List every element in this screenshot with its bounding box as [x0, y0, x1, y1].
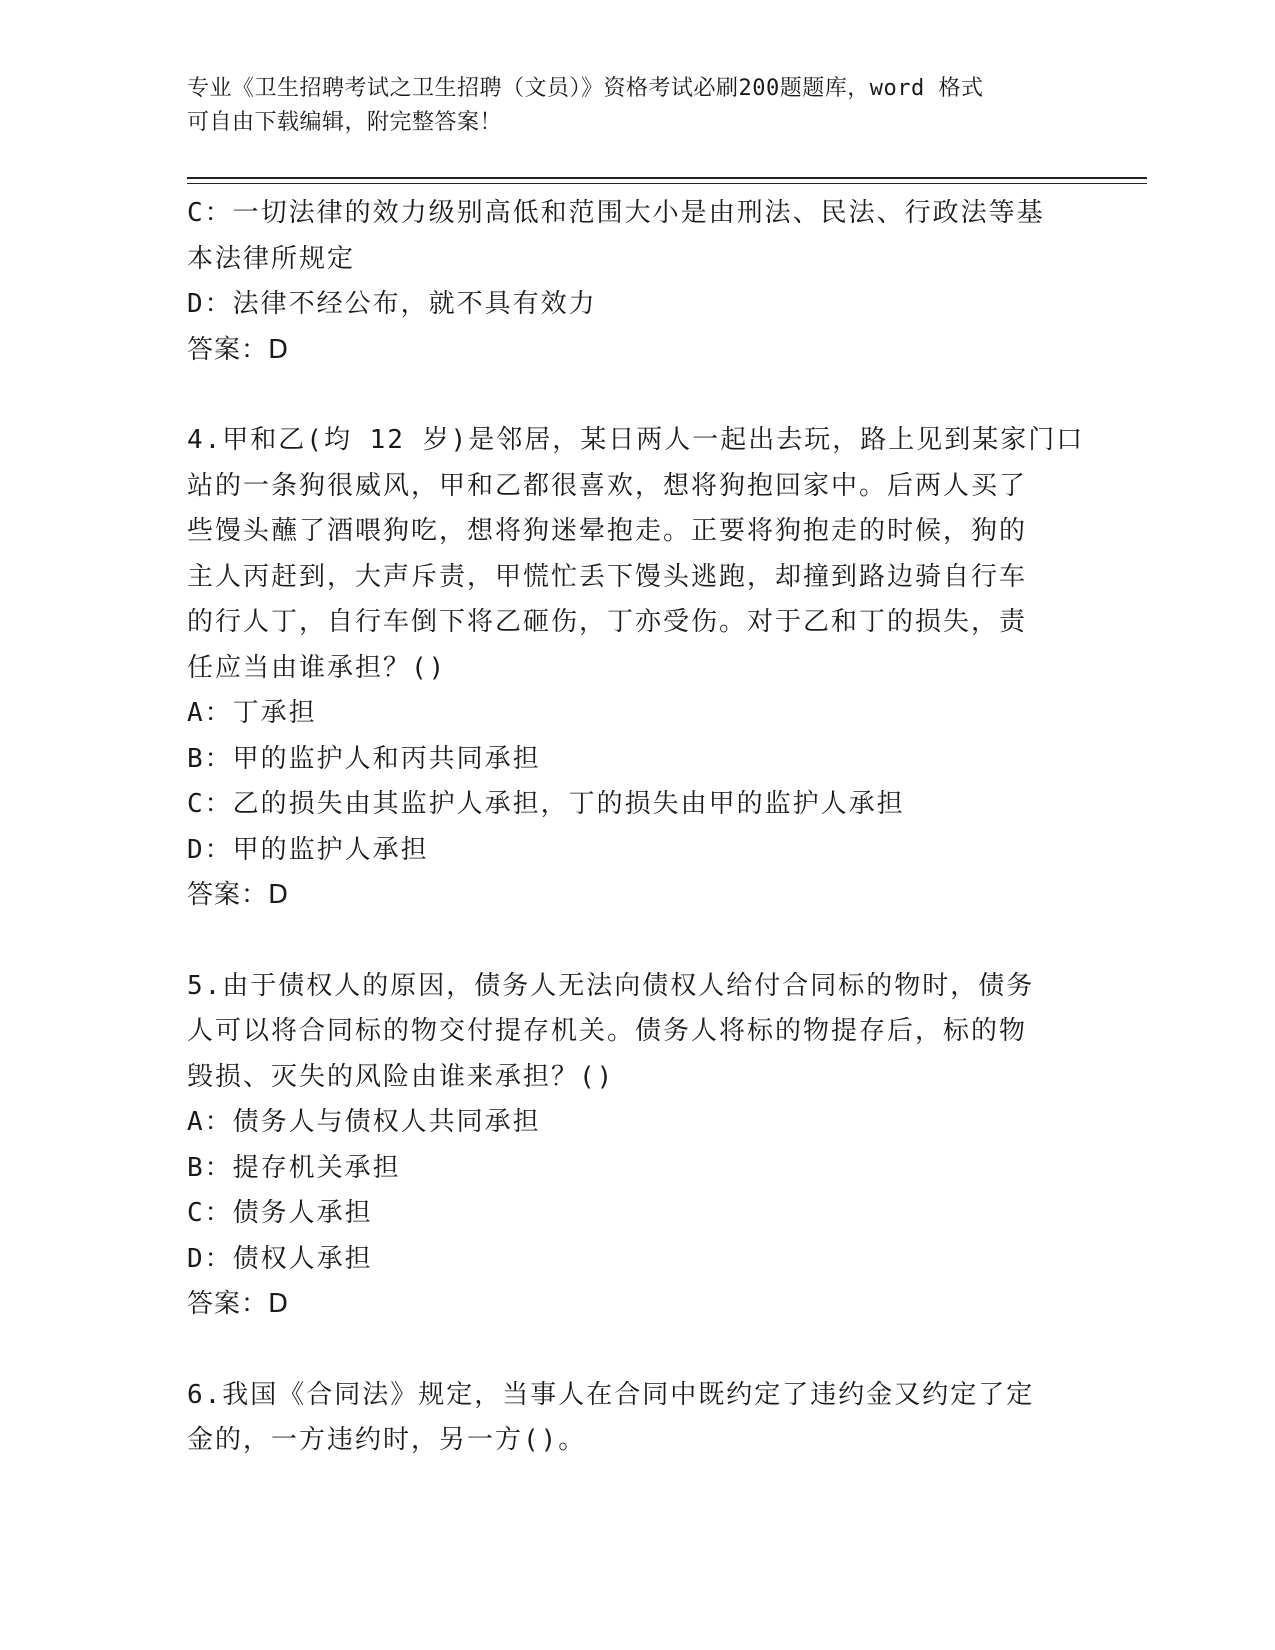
question-stem: 6.我国《合同法》规定，当事人在合同中既约定了违约金又约定了定: [187, 1379, 1035, 1410]
question-stem: 主人丙赶到，大声斥责，甲慌忙丢下馒头逃跑，却撞到路边骑自行车: [187, 561, 1028, 592]
question-3-tail: [187, 191, 1087, 373]
spacer: [187, 919, 1087, 964]
document-header: [187, 72, 1087, 140]
option-c: C：一切法律的效力级别高低和范围大小是由刑法、民法、行政法等基: [187, 198, 1045, 228]
question-4: [187, 418, 1087, 919]
option-d: D：债权人承担: [187, 1243, 373, 1274]
question-stem: 4.甲和乙(均 12 岁)是邻居，某日两人一起出去玩，路上见到某家门口: [187, 425, 1085, 455]
spacer: [187, 373, 1087, 418]
question-stem: 的行人丁，自行车倒下将乙砸伤，丁亦受伤。对于乙和丁的损失，责: [187, 607, 1028, 637]
option-d: D：甲的监护人承担: [187, 834, 429, 865]
option-d: D：法律不经公布，就不具有效力: [187, 289, 597, 319]
answer-label: 答案：D: [187, 334, 290, 365]
option-c-continued: 本法律所规定: [187, 243, 356, 274]
question-stem: 站的一条狗很威风，甲和乙都很喜欢，想将狗抱回家中。后两人买了: [187, 470, 1028, 501]
question-stem: 5.由于债权人的原因，债务人无法向债权人给付合同标的物时，债务: [187, 970, 1035, 1001]
option-b: B：甲的监护人和丙共同承担: [187, 743, 541, 774]
document-body: [187, 191, 1087, 1464]
question-stem: 金的，一方违约时，另一方()。: [187, 1425, 587, 1455]
option-a: A：丁承担: [187, 698, 317, 728]
question-stem: 人可以将合同标的物交付提存机关。债务人将标的物提存后，标的物: [187, 1016, 1028, 1046]
question-5: [187, 964, 1087, 1328]
header-line-1: 专业《卫生招聘考试之卫生招聘（文员）》资格考试必刷200题题库，word 格式: [187, 76, 984, 101]
header-divider-thick: [187, 177, 1147, 179]
header-divider-thin: [187, 183, 1147, 184]
spacer: [187, 1328, 1087, 1373]
option-a: A：债务人与债权人共同承担: [187, 1107, 541, 1137]
question-stem: 任应当由谁承担？(): [187, 652, 447, 683]
option-c: C：乙的损失由其监护人承担，丁的损失由甲的监护人承担: [187, 789, 905, 819]
answer-label: 答案：D: [187, 1289, 290, 1319]
option-b: B：提存机关承担: [187, 1152, 401, 1183]
question-stem: 毁损、灭失的风险由谁来承担？(): [187, 1061, 615, 1092]
question-6: [187, 1373, 1087, 1464]
question-stem: 些馒头蘸了酒喂狗吃，想将狗迷晕抱走。正要将狗抱走的时候，狗的: [187, 516, 1028, 546]
header-line-2: 可自由下载编辑，附完整答案！: [187, 110, 503, 135]
answer-label: 答案：D: [187, 880, 290, 910]
option-c: C：债务人承担: [187, 1198, 373, 1228]
